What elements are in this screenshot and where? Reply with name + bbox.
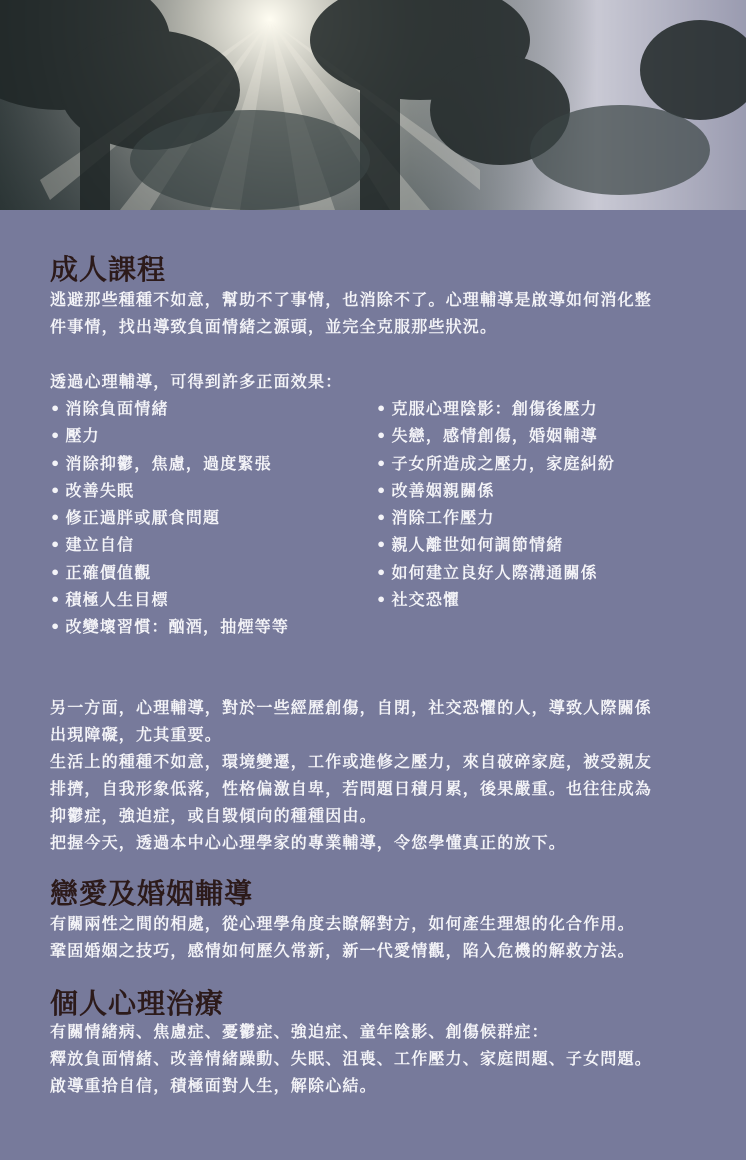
hero-image (0, 0, 746, 210)
list-item: • 改善失眠 (50, 480, 135, 500)
list-item: • 改善姻親關係 (376, 480, 495, 500)
paragraph-line: 有關兩性之間的相處，從心理學角度去瞭解對方，如何產生理想的化合作用。 (50, 914, 635, 933)
section-title-personal-therapy: 個人心理治療 (50, 987, 225, 1020)
list-item: • 消除負面情緒 (50, 399, 169, 418)
list-item: • 正確價值觀 (50, 562, 152, 582)
list-item: • 消除工作壓力 (376, 508, 495, 528)
adult-intro (50, 286, 710, 340)
paragraph-line: 另一方面，心理輔導，對於一些經歷創傷，自閉，社交恐懼的人，導致人際關係 (50, 698, 653, 717)
benefits-list-left (50, 395, 289, 641)
list-item: • 壓力 (50, 426, 100, 446)
therapy-paragraph (50, 1018, 710, 1099)
paragraph-line: 鞏固婚姻之技巧，感情如何歷久常新，新一代愛情觀，陷入危機的解救方法。 (50, 941, 635, 960)
list-item: • 消除抑鬱，焦慮，過度緊張 (50, 453, 272, 473)
love-paragraph (50, 910, 710, 964)
benefits-list-right (376, 395, 615, 613)
section-title-love-marriage: 戀愛及婚姻輔導 (50, 877, 254, 910)
adult-intro-line: 件事情，找出導致負面情緒之源頭，並完全克服那些狀況。 (50, 317, 498, 336)
list-item: • 修正過胖或厭食問題 (50, 508, 221, 528)
list-item: • 克服心理陰影：創傷後壓力 (376, 399, 598, 418)
list-item: • 積極人生目標 (50, 590, 169, 610)
section-title-adult-course: 成人課程 (50, 253, 167, 286)
paragraph-line: 生活上的種種不如意，環境變遷，工作或進修之壓力，來自破碎家庭，被受親友 (50, 752, 653, 771)
paragraph-line: 有關情緒病、焦慮症、憂鬱症、強迫症、童年陰影、創傷候群症： (50, 1022, 549, 1041)
benefits-heading: 透過心理輔導，可得到許多正面效果： (50, 372, 343, 391)
adult-more-paragraph (50, 694, 710, 856)
content-panel (0, 210, 746, 1160)
list-item: • 子女所造成之壓力，家庭糾紛 (376, 453, 616, 473)
list-item: • 社交恐懼 (376, 590, 461, 610)
adult-intro-line: 逃避那些種種不如意，幫助不了事情，也消除不了。心理輔導是啟導如何消化整 (50, 290, 653, 309)
list-item: • 建立自信 (50, 535, 135, 555)
paragraph-line: 抑鬱症，強迫症，或自毀傾向的種種因由。 (50, 806, 377, 825)
paragraph-line: 啟導重拾自信，積極面對人生，解除心結。 (50, 1076, 377, 1095)
paragraph-line: 把握今天，透過本中心心理學家的專業輔導，令您學懂真正的放下。 (50, 833, 567, 852)
paragraph-line: 釋放負面情緒、改善情緒躁動、失眠、沮喪、工作壓力、家庭問題、子女問題。 (50, 1049, 653, 1068)
list-item: • 改變壞習慣：酗酒，抽煙等等 (50, 617, 290, 637)
list-item: • 親人離世如何調節情緒 (376, 535, 564, 555)
forest-sunbeam-illustration (0, 0, 746, 210)
paragraph-line: 排擠，自我形象低落，性格偏激自卑，若問題日積月累，後果嚴重。也往往成為 (50, 779, 653, 798)
list-item: • 失戀，感情創傷，婚姻輔導 (376, 426, 598, 446)
list-item: • 如何建立良好人際溝通關係 (376, 562, 598, 582)
paragraph-line: 出現障礙，尤其重要。 (50, 725, 223, 744)
